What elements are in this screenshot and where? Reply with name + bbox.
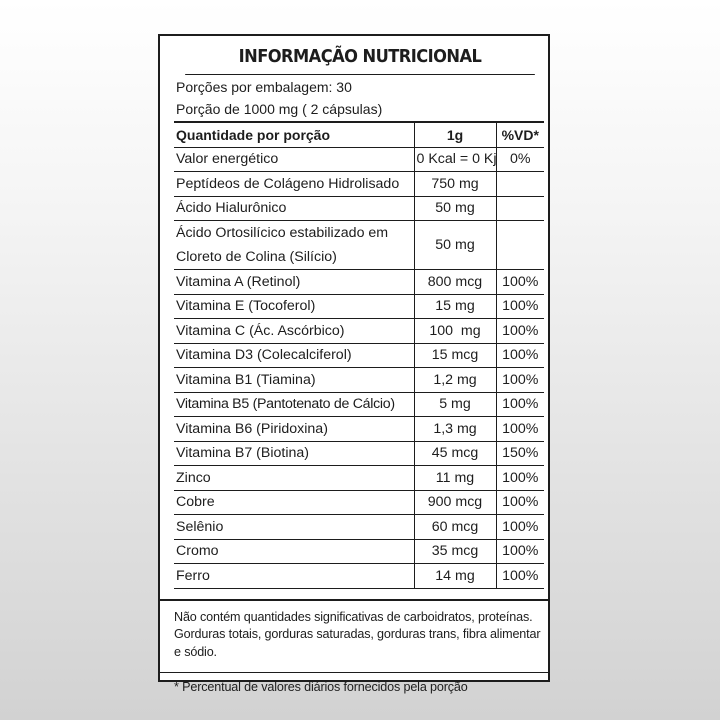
nutrient-vd: 100% xyxy=(496,466,544,491)
nutrient-vd: 100% xyxy=(496,392,544,417)
nutrient-amount: 750 mg xyxy=(414,172,496,197)
nutrient-vd: 100% xyxy=(496,319,544,344)
nutrient-amount: 35 mcg xyxy=(414,539,496,564)
nutrient-name: Selênio xyxy=(174,515,414,540)
table-row xyxy=(174,147,544,172)
table-row xyxy=(174,417,544,442)
table-row xyxy=(174,466,544,491)
nutrition-table xyxy=(174,121,544,589)
nutrition-facts-panel xyxy=(158,34,550,694)
nutrient-name: Vitamina B7 (Biotina) xyxy=(174,441,414,466)
serving-info xyxy=(174,75,542,120)
nutrient-name: Vitamina D3 (Colecalciferol) xyxy=(174,343,414,368)
table-row xyxy=(174,515,544,540)
nutrient-amount: 1,2 mg xyxy=(414,368,496,393)
nutrient-name: Vitamina E (Tocoferol) xyxy=(174,294,414,319)
nutrient-vd xyxy=(496,221,544,270)
table-row xyxy=(174,221,544,270)
table-spacer xyxy=(174,589,542,599)
nutrient-vd xyxy=(496,172,544,197)
nutrient-amount: 14 mg xyxy=(414,564,496,589)
table-row xyxy=(174,441,544,466)
footnote: * Percentual de valores diários fornecidos pela porção xyxy=(160,672,548,695)
nutrient-name: Cromo xyxy=(174,539,414,564)
nutrient-amount: 5 mg xyxy=(414,392,496,417)
table-row xyxy=(174,564,544,589)
serving-size: Porção de 1000 mg ( 2 cápsulas) xyxy=(176,101,383,117)
nutrient-vd: 0% xyxy=(496,147,544,172)
nutrient-vd: 100% xyxy=(496,564,544,589)
nutrient-amount: 11 mg xyxy=(414,466,496,491)
nutrient-amount: 15 mg xyxy=(414,294,496,319)
footer-note: Não contém quantidades significativas de carboidratos, proteínas. Gorduras totais, gorduras saturadas, gorduras trans, fibra alimentar e sódio. xyxy=(160,599,548,672)
nutrient-amount: 60 mcg xyxy=(414,515,496,540)
nutrient-amount: 45 mcg xyxy=(414,441,496,466)
nutrient-name: Vitamina B5 (Pantotenato de Cálcio) xyxy=(174,392,414,417)
nutrient-vd: 100% xyxy=(496,417,544,442)
nutrient-amount: 0 Kcal = 0 Kj xyxy=(414,147,496,172)
nutrient-vd: 100% xyxy=(496,294,544,319)
nutrient-amount: 50 mg xyxy=(414,221,496,270)
header-quantity: Quantidade por porção xyxy=(174,122,414,147)
table-row xyxy=(174,343,544,368)
nutrient-vd xyxy=(496,196,544,221)
header-amount: 1g xyxy=(414,122,496,147)
nutrient-amount: 900 mcg xyxy=(414,490,496,515)
table-row xyxy=(174,392,544,417)
nutrient-amount: 50 mg xyxy=(414,196,496,221)
nutrient-vd: 100% xyxy=(496,368,544,393)
nutrient-vd: 100% xyxy=(496,539,544,564)
nutrient-name: Vitamina A (Retinol) xyxy=(174,270,414,295)
nutrient-name: Vitamina B6 (Piridoxina) xyxy=(174,417,414,442)
table-row xyxy=(174,539,544,564)
table-row xyxy=(174,319,544,344)
header-vd: %VD* xyxy=(496,122,544,147)
nutrient-vd: 100% xyxy=(496,270,544,295)
nutrient-amount: 15 mcg xyxy=(414,343,496,368)
nutrient-amount: 1,3 mg xyxy=(414,417,496,442)
nutrient-name: Ácido Ortosilícico estabilizado em Cloreto de Colina (Silício) xyxy=(174,221,414,270)
table-header-row xyxy=(174,122,544,147)
panel-title: INFORMAÇÃO NUTRICIONAL xyxy=(185,36,535,75)
servings-per-package: Porções por embalagem: 30 xyxy=(176,79,352,95)
nutrient-name: Vitamina B1 (Tiamina) xyxy=(174,368,414,393)
nutrient-amount: 100 mg xyxy=(414,319,496,344)
nutrient-name: Vitamina C (Ác. Ascórbico) xyxy=(174,319,414,344)
table-row xyxy=(174,368,544,393)
nutrient-vd: 100% xyxy=(496,490,544,515)
table-row xyxy=(174,294,544,319)
table-row xyxy=(174,172,544,197)
table-row xyxy=(174,270,544,295)
nutrient-name: Ferro xyxy=(174,564,414,589)
table-row xyxy=(174,490,544,515)
nutrient-name: Valor energético xyxy=(174,147,414,172)
nutrient-vd: 100% xyxy=(496,515,544,540)
nutrient-name: Ácido Hialurônico xyxy=(174,196,414,221)
nutrient-name: Zinco xyxy=(174,466,414,491)
nutrient-name: Peptídeos de Colágeno Hidrolisado xyxy=(174,172,414,197)
nutrient-amount: 800 mcg xyxy=(414,270,496,295)
table-row xyxy=(174,196,544,221)
nutrient-vd: 100% xyxy=(496,343,544,368)
nutrient-vd: 150% xyxy=(496,441,544,466)
nutrient-name: Cobre xyxy=(174,490,414,515)
